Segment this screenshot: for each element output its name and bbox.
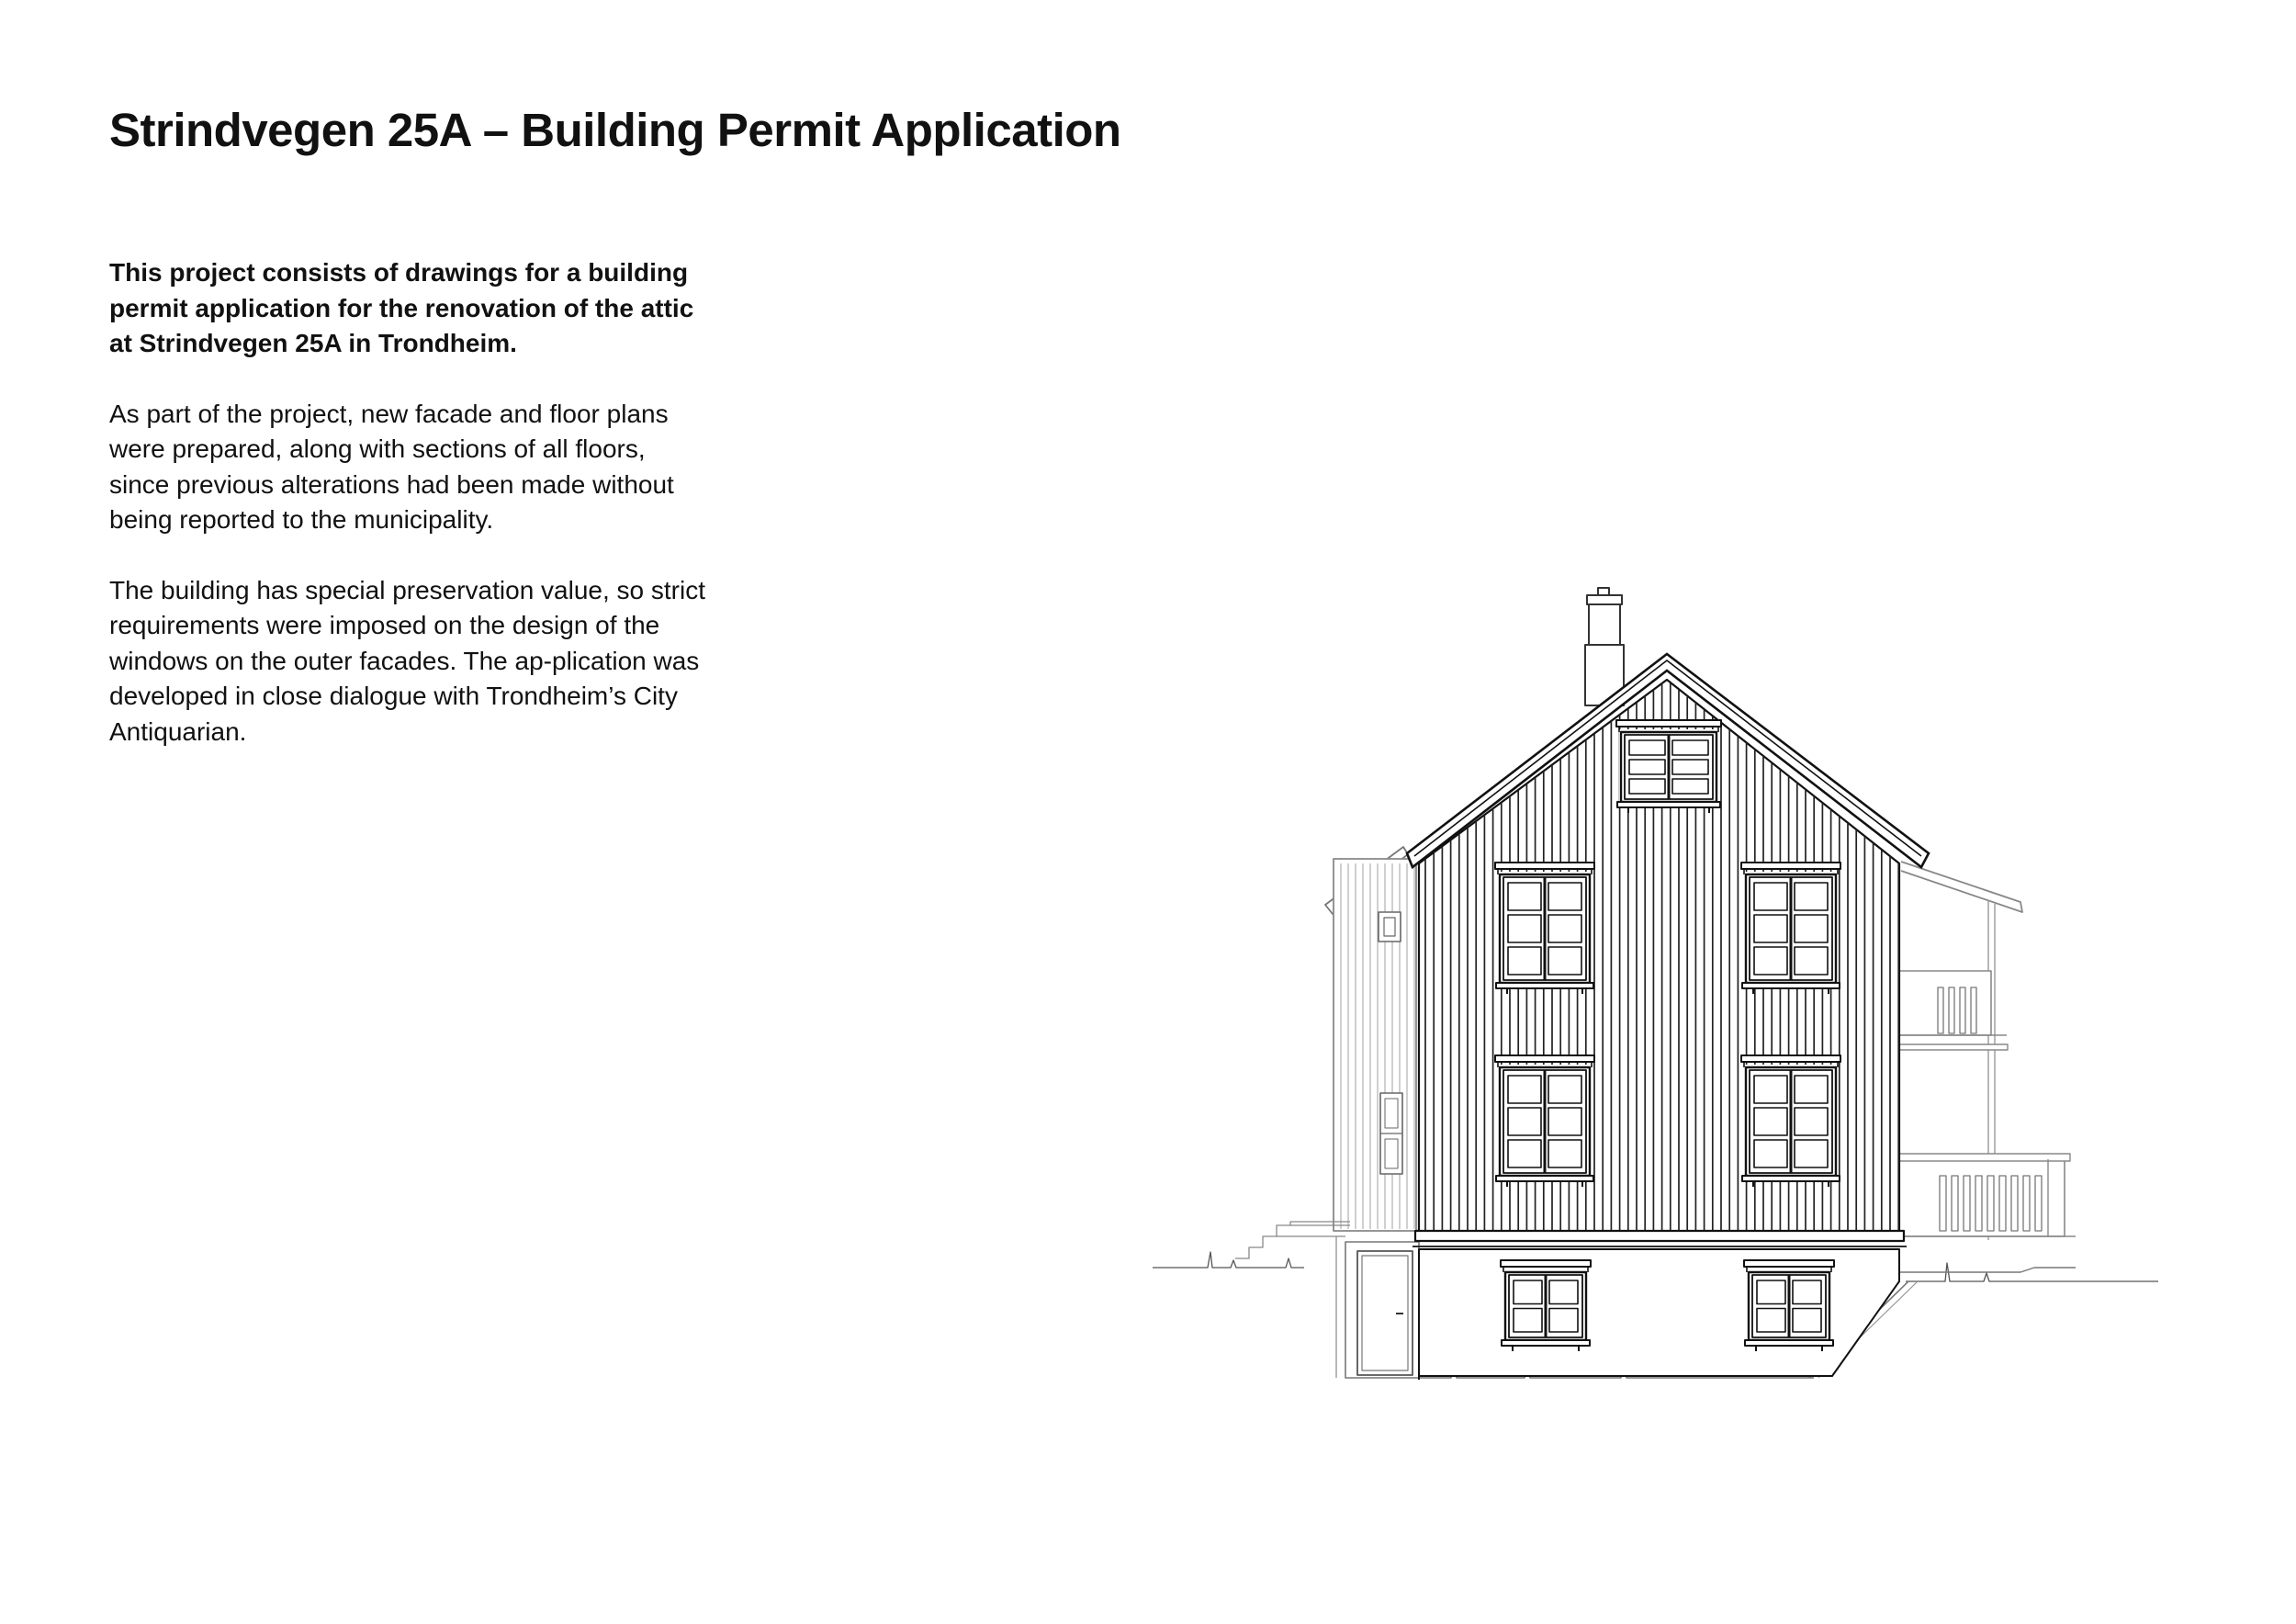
basement-right-window	[1744, 1260, 1834, 1351]
middle-right-window	[1741, 1055, 1840, 1187]
facade-base-trim	[1415, 1231, 1904, 1241]
chimney	[1585, 588, 1624, 705]
description-text	[109, 255, 706, 784]
upper-left-window	[1495, 863, 1594, 994]
right-wing-roof-edge	[1901, 862, 2022, 912]
retaining-slope	[1892, 1268, 2076, 1272]
left-wing	[1235, 847, 1419, 1378]
left-wing-wall	[1334, 859, 1416, 1231]
basement-left-window	[1501, 1260, 1591, 1351]
upper-right-window	[1741, 863, 1840, 994]
intro-paragraph: This project consists of drawings for a building permit application for the renovation of the attic at Strindvegen 25A in Trondheim.	[109, 258, 694, 357]
body-paragraph-3: The building has special preservation value, so strict requirements were imposed on the design of the windows on the outer facades. The ap-plication was developed in close dialogue with Trondheim’s City Antiquarian.	[109, 575, 706, 746]
facade-elevation-drawing	[1139, 551, 2186, 1396]
middle-left-window	[1495, 1055, 1594, 1187]
body-paragraph-2: As part of the project, new facade and floor plans were prepared, along with sections of all floors, since previous alterations had been made without being reported to the municipality.	[109, 399, 674, 534]
lower-balcony-balusters	[1940, 1176, 2042, 1231]
upper-balcony-railing	[1899, 971, 1991, 1035]
page-title: Strindvegen 25A – Building Permit Application	[109, 104, 1121, 156]
attic-window	[1616, 720, 1721, 813]
